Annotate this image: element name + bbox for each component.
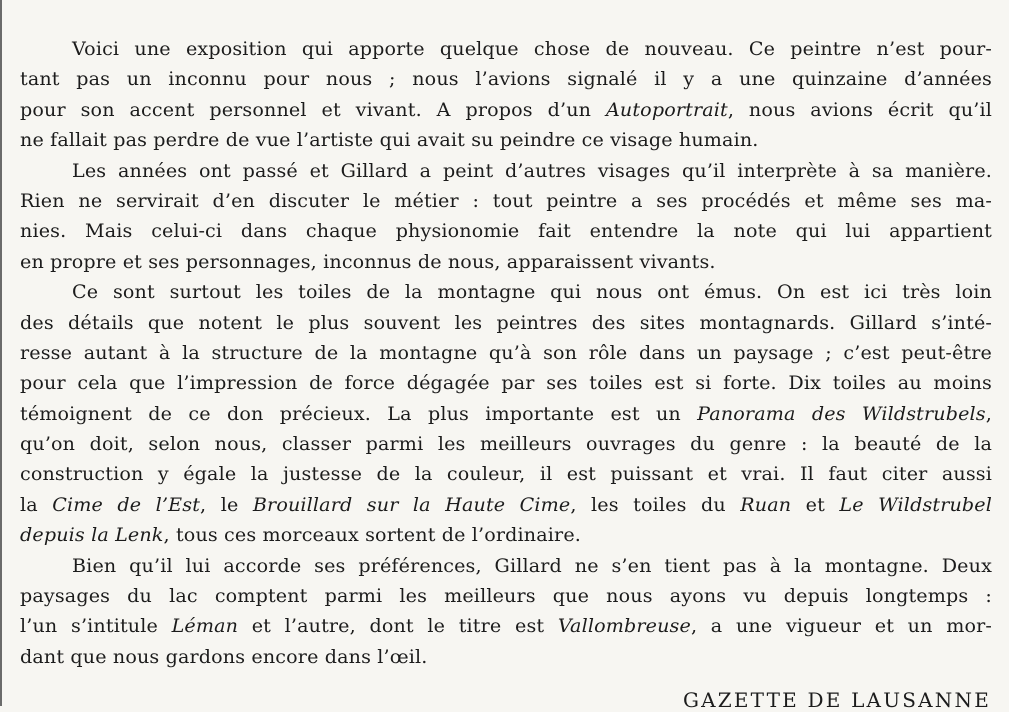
text-line [20,368,992,398]
italic-title: Vallombreuse [557,614,691,638]
text-line [20,125,992,155]
paragraph [20,156,992,278]
text-run: et [791,492,840,516]
text-line [20,186,992,216]
text-run: resse autant à la structure de la montagne qu’à son rôle dans un paysage ; c’est peut-être [20,340,992,364]
text-run: pour cela que l’impression de force dégagée par ses toiles est si forte. Dix toiles au moins [20,371,992,395]
text-run: , tous ces morceaux sortent de l’ordinaire. [163,523,581,547]
text-run: , a une vigueur et un mor- [690,614,992,638]
italic-title: Brouillard sur la Haute Cime [252,492,571,516]
text-run: tant pas un inconnu pour nous ; nous l’avions signalé il y a une quinzaine d’années [20,67,992,91]
text-line [20,581,992,611]
text-run: , le [200,492,253,516]
text-line [20,399,992,429]
text-line [20,308,992,338]
text-run: ne fallait pas perdre de vue l’artiste qui avait su peindre ce visage humain. [20,128,759,152]
text-run: en propre et ses personnages, inconnus de nous, apparaissent vivants. [20,249,716,273]
text-line [20,429,992,459]
text-run: , [985,401,992,425]
italic-title: Léman [171,614,239,638]
signature: GAZETTE DE LAUSANNE [682,688,991,712]
text-run: Les années ont passé et Gillard a peint d’autres visages qu’il interprète à sa manière. [72,158,992,182]
article-body [20,34,992,672]
italic-title: Cime de l’Est [52,492,201,516]
text-line [20,34,992,64]
text-line [20,277,992,307]
text-run: Ce sont surtout les toiles de la montagne qui nous ont émus. On est ici très loin [72,280,992,304]
text-line [20,216,992,246]
text-run: qu’on doit, selon nous, classer parmi les meilleurs ouvrages du genre : la beauté de la [20,432,992,456]
text-line [20,520,992,550]
text-line [20,642,992,672]
text-line [20,156,992,186]
italic-title: Panorama des Wildstrubels [697,401,986,425]
text-run: paysages du lac comptent parmi les meilleurs que nous ayons vu depuis longtemps : [20,584,992,608]
text-line [20,95,992,125]
text-run: , nous avions écrit qu’il [727,97,993,121]
text-line [20,459,992,489]
text-run: pour son accent personnel et vivant. A propos d’un [20,97,606,121]
text-run: dant que nous gardons encore dans l’œil. [20,644,428,668]
text-line [20,64,992,94]
text-run: nies. Mais celui-ci dans chaque physionomie fait entendre la note qui lui appartient [20,219,992,243]
text-run: et l’autre, dont le titre est [238,614,558,638]
paragraph [20,551,992,673]
text-line [20,338,992,368]
text-line [20,611,992,641]
italic-title: Ruan [740,492,792,516]
text-line [20,247,992,277]
paragraph [20,277,992,551]
italic-title: Le Wildstrubel [839,492,993,516]
text-run: Bien qu’il lui accorde ses préférences, Gillard ne s’en tient pas à la montagne. Deux [72,553,992,577]
text-run: témoignent de ce don précieux. La plus importante est un [20,401,698,425]
paragraph [20,34,992,156]
italic-title: depuis la Lenk [20,523,164,547]
text-line [20,490,992,520]
text-run: construction y égale la justesse de la couleur, il est puissant et vrai. Il faut citer aussi [20,462,992,486]
text-run: , les toiles du [570,492,741,516]
text-run: l’un s’intitule [20,614,172,638]
text-line [20,551,992,581]
text-run: la [20,492,53,516]
text-run: Rien ne servirait d’en discuter le métier : tout peintre a ses procédés et même ses ma- [20,188,992,212]
text-run: Voici une exposition qui apporte quelque chose de nouveau. Ce peintre n’est pour- [72,37,992,60]
italic-title: Autoportrait [605,97,728,121]
text-run: des détails que notent le plus souvent les peintres des sites montagnards. Gillard s’inté- [20,310,992,334]
